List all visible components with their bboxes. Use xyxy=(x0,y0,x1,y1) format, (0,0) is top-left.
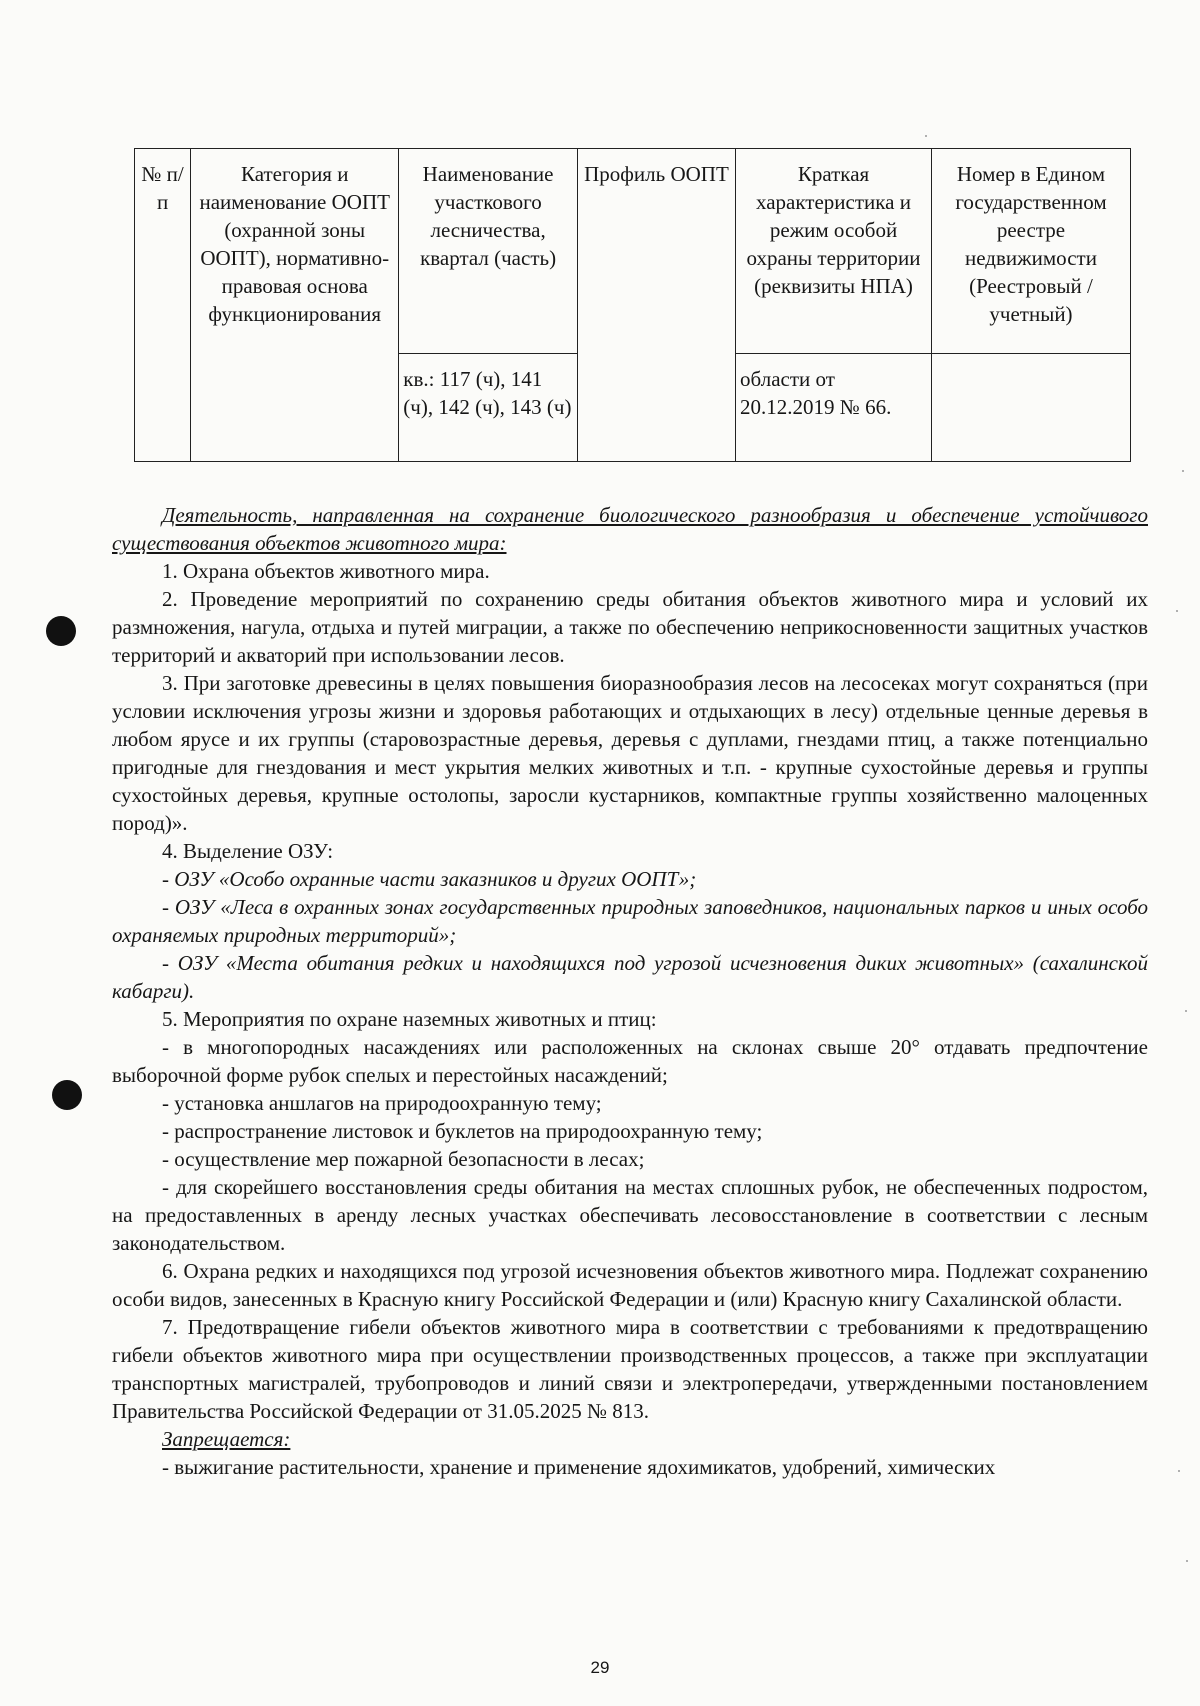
cell-characteristic: области от 20.12.2019 № 66. xyxy=(736,354,932,462)
page-number: 29 xyxy=(590,1658,610,1677)
scan-speck xyxy=(1182,470,1184,472)
header-category: Категория и наименование ООПТ (охранной зоны ООПТ), нормативно-правовая основа функционирования xyxy=(191,149,399,462)
item-4: 4. Выделение ОЗУ: xyxy=(162,839,334,863)
item-3: 3. При заготовке древесины в целях повышения биоразнообразия лесов на лесосеках могут сохраняться (при условии исключения угрозы жизни и здоровья работающих и отдыхающих в лесу) отдельные ценные деревья в любом ярусе и их группы (старовозрастные деревья, деревья с дуплами, гнездами птиц, а также потенциально пригодные для гнездования и мест укрытия мелких животных и т.п. - крупные сухостойные деревья и группы сухостойных деревья, крупные остолопы, заросли кустарников, компактные группы хозяйственно малоценных пород)». xyxy=(112,671,1148,835)
item-7: 7. Предотвращение гибели объектов животного мира в соответствии с требованиями к предотвращению гибели объектов животного мира при осуществлении производственных процессов, а также при эксплуатации транспортных магистралей, трубопроводов и линий связи и электропередачи, утвержденными постановлением Правительства Российской Федерации от 31.05.2025 № 813. xyxy=(112,1315,1148,1423)
section-heading: Деятельность, направленная на сохранение биологического разнообразия и обеспечение устойчивого существования объектов животного мира: xyxy=(112,503,1148,555)
oopt-table xyxy=(134,148,1131,462)
header-forestry: Наименование участкового лесничества, квартал (часть) xyxy=(399,149,578,354)
item-4a: - ОЗУ «Особо охранные части заказников и других ООПТ»; xyxy=(162,867,697,891)
document-body xyxy=(112,501,1148,1481)
scan-speck xyxy=(1185,1010,1187,1012)
item-5: 5. Мероприятия по охране наземных животных и птиц: xyxy=(162,1007,657,1031)
cell-quarters: кв.: 117 (ч), 141 (ч), 142 (ч), 143 (ч) xyxy=(399,354,578,462)
header-registry: Номер в Едином государственном реестре недвижимости (Реестровый / учетный) xyxy=(931,149,1130,354)
prohibited-heading: Запрещается: xyxy=(162,1427,291,1451)
scan-speck xyxy=(1176,610,1178,612)
scan-speck xyxy=(1186,1560,1188,1562)
cell-registry xyxy=(931,354,1130,462)
punch-hole xyxy=(46,616,76,646)
item-2: 2. Проведение мероприятий по сохранению среды обитания объектов животного мира и условий их размножения, нагула, отдыха и путей миграции, а также по обеспечению неприкосновенности защитных участков территорий и акваторий при использовании лесов. xyxy=(112,587,1148,667)
punch-hole xyxy=(52,1080,82,1110)
table-header-row xyxy=(135,149,1131,354)
scan-speck xyxy=(1178,1470,1180,1472)
item-6: 6. Охрана редких и находящихся под угрозой исчезновения объектов животного мира. Подлежат сохранению особи видов, занесенных в Красную книгу Российской Федерации и (или) Красную книгу Сахалинской области. xyxy=(112,1259,1148,1311)
item-5d: - осуществление мер пожарной безопасности в лесах; xyxy=(162,1147,645,1171)
header-profile: Профиль ООПТ xyxy=(577,149,735,462)
header-number: № п/п xyxy=(135,149,191,462)
item-5b: - установка аншлагов на природоохранную тему; xyxy=(162,1091,602,1115)
item-5e: - для скорейшего восстановления среды обитания на местах сплошных рубок, не обеспеченных подростом, на предоставленных в аренду лесных участках обеспечивать лесовосстановление в соответствии с лесным законодательством. xyxy=(112,1175,1148,1255)
item-5a: - в многопородных насаждениях или расположенных на склонах свыше 20° отдавать предпочтение выборочной форме рубок спелых и перестойных насаждений; xyxy=(112,1035,1148,1087)
item-4b: - ОЗУ «Леса в охранных зонах государственных природных заповедников, национальных парков и иных особо охраняемых природных территорий»; xyxy=(112,895,1148,947)
item-4c: - ОЗУ «Места обитания редких и находящихся под угрозой исчезновения диких животных» (сахалинской кабарги). xyxy=(112,951,1148,1003)
header-characteristic: Краткая характеристика и режим особой охраны территории (реквизиты НПА) xyxy=(736,149,932,354)
item-5c: - распространение листовок и буклетов на природоохранную тему; xyxy=(162,1119,763,1143)
scan-speck xyxy=(925,135,927,137)
item-8: - выжигание растительности, хранение и применение ядохимикатов, удобрений, химических xyxy=(162,1455,996,1479)
item-1: 1. Охрана объектов животного мира. xyxy=(162,559,490,583)
